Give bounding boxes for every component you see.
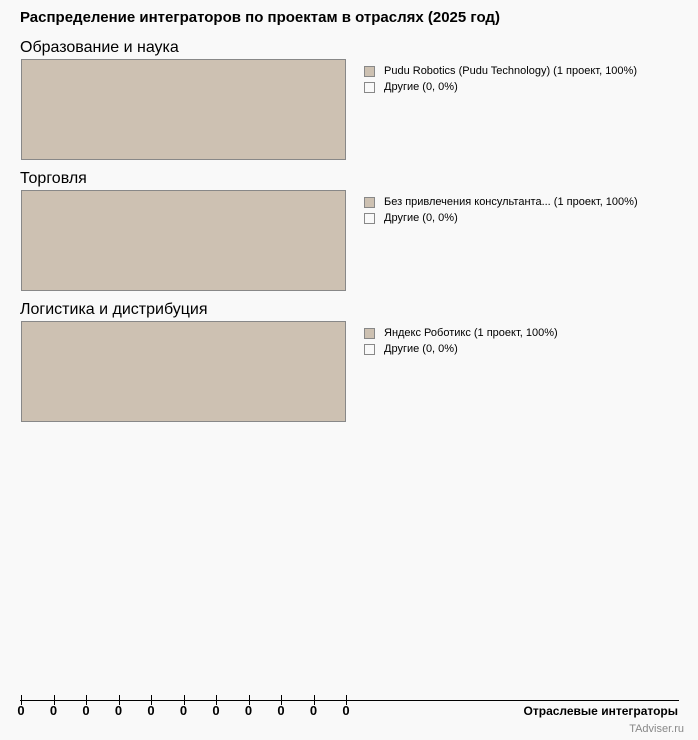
x-axis-title: Отраслевые интеграторы: [523, 704, 678, 718]
legend-swatch: [364, 344, 375, 355]
bar-track: [21, 321, 346, 422]
bar-track: [21, 190, 346, 291]
legend-swatch: [364, 197, 375, 208]
bar[interactable]: [22, 60, 345, 159]
x-tick-label: 0: [277, 703, 285, 718]
x-tick-label: 0: [179, 703, 188, 718]
x-tick-label: 0: [212, 703, 220, 718]
industry-section: [20, 170, 680, 295]
legend-label: Другие (0, 0%): [384, 212, 458, 224]
bar[interactable]: [22, 322, 345, 421]
chart-title: Распределение интеграторов по проектам в отраслях (2025 год): [20, 9, 500, 26]
legend-swatch: [364, 82, 375, 93]
x-tick-label: 0: [309, 703, 318, 718]
x-tick-label: 0: [49, 703, 58, 718]
bar-track: [21, 59, 346, 160]
legend-label: Другие (0, 0%): [384, 81, 458, 93]
legend-swatch: [364, 66, 375, 77]
x-tick-label: 0: [342, 703, 350, 718]
legend-label: Без привлечения консультанта... (1 проект, 100%): [384, 196, 638, 208]
industry-title: Образование и наука: [20, 39, 179, 56]
watermark: TAdviser.ru: [629, 723, 684, 735]
x-tick-label: 0: [244, 703, 253, 718]
legend-swatch: [364, 328, 375, 339]
legend-label: Яндекс Роботикс (1 проект, 100%): [384, 327, 558, 339]
x-tick-label: 0: [82, 703, 90, 718]
industry-title: Торговля: [20, 170, 87, 187]
legend-swatch: [364, 213, 375, 224]
x-tick-label: 0: [17, 703, 25, 718]
x-tick-label: 0: [147, 703, 155, 718]
legend-label: Pudu Robotics (Pudu Technology) (1 проект, 100%): [384, 65, 637, 77]
industry-title: Логистика и дистрибуция: [20, 301, 208, 318]
legend-label: Другие (0, 0%): [384, 343, 458, 355]
x-tick-label: 0: [114, 703, 123, 718]
industry-section: [20, 301, 680, 426]
bar[interactable]: [22, 191, 345, 290]
industry-section: [20, 39, 680, 164]
